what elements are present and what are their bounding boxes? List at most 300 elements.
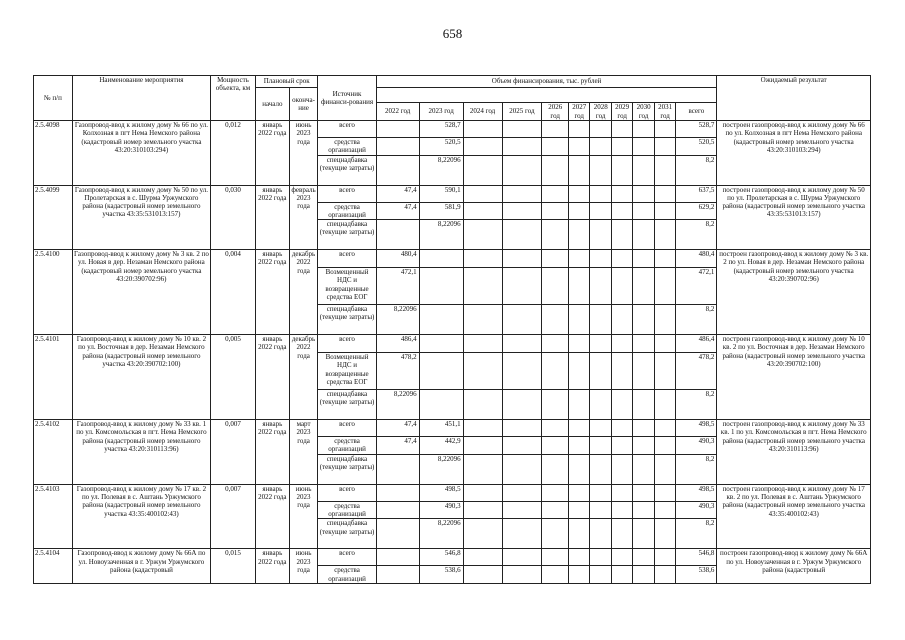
value-total: 480,4	[676, 250, 717, 268]
expected-result: построен газопровод-ввод к жилому дому № 3 кв. 2 по ул. Новая в дер. Незамаи Немского района (кадастровый номер земельного участка 43:20:390702:96)	[717, 250, 871, 335]
value-empty	[542, 268, 569, 305]
measure-name: Газопровод-ввод к жилому дому № 17 кв. 2 по ул. Полевая в с. Аштань Уржумского района (кадастровый номер земельного участка 43:35:400102:43)	[72, 484, 210, 549]
value-empty	[542, 155, 569, 185]
value-empty	[654, 390, 675, 420]
value-2023: 8,22096	[419, 155, 463, 185]
value-empty	[463, 250, 502, 268]
value-empty	[542, 335, 569, 353]
value-empty	[590, 566, 611, 584]
value-empty	[633, 519, 654, 549]
value-empty	[611, 155, 632, 185]
value-empty	[502, 353, 542, 390]
value-empty	[463, 268, 502, 305]
value-empty	[654, 121, 675, 138]
financing-table	[33, 75, 871, 584]
value-empty	[590, 138, 611, 156]
value-empty	[463, 121, 502, 138]
source-label: всего	[318, 335, 376, 353]
header-source: Источник финанси-рования	[318, 76, 376, 121]
table-row	[34, 420, 871, 437]
value-empty	[590, 155, 611, 185]
value-total: 629,2	[676, 202, 717, 220]
value-empty	[590, 185, 611, 202]
value-empty	[590, 549, 611, 566]
table-row	[34, 335, 871, 353]
value-empty	[542, 250, 569, 268]
value-2023: 546,8	[419, 549, 463, 566]
value-empty	[590, 420, 611, 437]
value-2022	[376, 220, 419, 250]
value-empty	[502, 454, 542, 484]
value-empty	[542, 202, 569, 220]
value-empty	[633, 566, 654, 584]
source-label: средства организаций	[318, 566, 376, 584]
value-empty	[654, 335, 675, 353]
value-2023	[419, 268, 463, 305]
value-2022: 8,22096	[376, 390, 419, 420]
header-num: № п/п	[34, 76, 73, 121]
header-term-start: начало	[255, 88, 289, 121]
source-label: Возмещенный НДС и возвращенные средства ЕОГ	[318, 353, 376, 390]
value-empty	[611, 353, 632, 390]
value-empty	[633, 268, 654, 305]
value-empty	[463, 454, 502, 484]
value-empty	[568, 437, 589, 455]
value-empty	[542, 420, 569, 437]
value-empty	[542, 305, 569, 335]
value-empty	[654, 549, 675, 566]
source-label: средства организаций	[318, 501, 376, 519]
value-empty	[590, 353, 611, 390]
term-end: июнь 2023 года	[289, 549, 318, 584]
value-empty	[590, 250, 611, 268]
value-2023: 520,5	[419, 138, 463, 156]
value-empty	[654, 353, 675, 390]
value-empty	[568, 185, 589, 202]
header-result: Ожидаемый результат	[717, 76, 871, 121]
value-empty	[502, 155, 542, 185]
value-empty	[463, 202, 502, 220]
value-2022	[376, 121, 419, 138]
header-term-end: оконча-ние	[289, 88, 318, 121]
value-empty	[463, 138, 502, 156]
value-empty	[611, 202, 632, 220]
header-capacity: Мощность объекта, км	[210, 76, 255, 121]
value-total: 8,2	[676, 519, 717, 549]
value-empty	[502, 121, 542, 138]
value-empty	[611, 220, 632, 250]
value-empty	[633, 437, 654, 455]
source-label: Возмещенный НДС и возвращенные средства ЕОГ	[318, 268, 376, 305]
term-end: декабрь 2022 года	[289, 250, 318, 335]
term-end: июнь 2023 года	[289, 121, 318, 186]
value-empty	[611, 549, 632, 566]
header-year: 2027 год	[568, 103, 589, 121]
value-2022: 47,4	[376, 202, 419, 220]
value-empty	[590, 501, 611, 519]
value-empty	[502, 484, 542, 501]
header-year: 2029 год	[611, 103, 632, 121]
value-2023: 498,5	[419, 484, 463, 501]
term-start: январь 2022 года	[255, 121, 289, 186]
value-total: 8,2	[676, 454, 717, 484]
value-empty	[590, 268, 611, 305]
value-empty	[542, 353, 569, 390]
value-2023	[419, 353, 463, 390]
header-name: Наименование мероприятия	[72, 76, 210, 121]
value-empty	[542, 519, 569, 549]
value-empty	[463, 353, 502, 390]
value-empty	[502, 390, 542, 420]
value-empty	[590, 335, 611, 353]
source-label: спецнадбавка (текущие затраты)	[318, 305, 376, 335]
term-start: январь 2022 года	[255, 549, 289, 584]
source-label: всего	[318, 549, 376, 566]
value-empty	[611, 138, 632, 156]
value-empty	[633, 250, 654, 268]
source-label: спецнадбавка (текущие затраты)	[318, 454, 376, 484]
capacity-value: 0,007	[210, 420, 255, 485]
value-empty	[463, 519, 502, 549]
value-empty	[590, 519, 611, 549]
capacity-value: 0,004	[210, 250, 255, 335]
source-label: спецнадбавка (текущие затраты)	[318, 155, 376, 185]
value-2023: 538,6	[419, 566, 463, 584]
value-2022	[376, 566, 419, 584]
value-2023: 8,22096	[419, 454, 463, 484]
header-volume: Объем финансирования, тыс. рублей	[376, 76, 717, 88]
value-empty	[611, 566, 632, 584]
value-total: 8,2	[676, 390, 717, 420]
value-2022	[376, 138, 419, 156]
value-empty	[502, 138, 542, 156]
value-empty	[611, 390, 632, 420]
value-2023: 590,1	[419, 185, 463, 202]
row-number: 2.5.4101	[34, 335, 73, 420]
row-number: 2.5.4100	[34, 250, 73, 335]
value-2022: 47,4	[376, 437, 419, 455]
value-empty	[502, 305, 542, 335]
value-empty	[654, 250, 675, 268]
table-row	[34, 121, 871, 138]
value-2022	[376, 484, 419, 501]
value-empty	[542, 437, 569, 455]
value-empty	[463, 335, 502, 353]
source-label: средства организаций	[318, 437, 376, 455]
table-row	[34, 185, 871, 202]
value-empty	[542, 549, 569, 566]
value-2022: 478,2	[376, 353, 419, 390]
header-year: 2030 год	[633, 103, 654, 121]
source-label: всего	[318, 420, 376, 437]
value-2022: 480,4	[376, 250, 419, 268]
value-2022	[376, 155, 419, 185]
value-empty	[654, 220, 675, 250]
value-total: 472,1	[676, 268, 717, 305]
value-2022: 8,22096	[376, 305, 419, 335]
value-2023	[419, 390, 463, 420]
value-total: 520,5	[676, 138, 717, 156]
row-number: 2.5.4102	[34, 420, 73, 485]
value-empty	[568, 250, 589, 268]
value-empty	[542, 484, 569, 501]
value-empty	[633, 484, 654, 501]
value-empty	[590, 305, 611, 335]
term-start: январь 2022 года	[255, 420, 289, 485]
value-empty	[611, 185, 632, 202]
value-empty	[611, 335, 632, 353]
value-2023	[419, 305, 463, 335]
value-empty	[568, 420, 589, 437]
value-2023: 490,3	[419, 501, 463, 519]
source-label: всего	[318, 250, 376, 268]
value-empty	[463, 484, 502, 501]
value-2022: 47,4	[376, 185, 419, 202]
value-empty	[568, 501, 589, 519]
value-2023: 8,22096	[419, 220, 463, 250]
value-total: 486,4	[676, 335, 717, 353]
value-empty	[568, 353, 589, 390]
capacity-value: 0,007	[210, 484, 255, 549]
value-empty	[633, 420, 654, 437]
expected-result: построен газопровод-ввод к жилому дому № 50 по ул. Пролетарская в с. Шурма Уржумского района (кадастровый номер земельного участка 43:35:531013:157)	[717, 185, 871, 250]
value-empty	[542, 566, 569, 584]
value-empty	[633, 305, 654, 335]
value-empty	[568, 220, 589, 250]
row-number: 2.5.4103	[34, 484, 73, 549]
value-empty	[590, 121, 611, 138]
term-end: февраль 2023 года	[289, 185, 318, 250]
value-total: 490,3	[676, 501, 717, 519]
value-total: 490,3	[676, 437, 717, 455]
header-year: 2031 год	[654, 103, 675, 121]
value-total: 8,2	[676, 220, 717, 250]
value-empty	[502, 250, 542, 268]
source-label: спецнадбавка (текущие затраты)	[318, 519, 376, 549]
value-empty	[654, 519, 675, 549]
value-empty	[502, 185, 542, 202]
row-number: 2.5.4104	[34, 549, 73, 584]
value-2022	[376, 549, 419, 566]
term-start: январь 2022 года	[255, 335, 289, 420]
value-empty	[611, 484, 632, 501]
value-empty	[568, 138, 589, 156]
value-empty	[502, 549, 542, 566]
value-empty	[463, 305, 502, 335]
term-start: январь 2022 года	[255, 250, 289, 335]
value-empty	[542, 390, 569, 420]
value-empty	[590, 484, 611, 501]
value-empty	[568, 519, 589, 549]
value-empty	[463, 501, 502, 519]
value-empty	[633, 501, 654, 519]
value-empty	[502, 202, 542, 220]
measure-name: Газопровод-ввод к жилому дому № 33 кв. 1 по ул. Комсомольская в пгт. Нема Немского района (кадастровый номер земельного участка 43:20:310113:96)	[72, 420, 210, 485]
measure-name: Газопровод-ввод к жилому дому № 3 кв. 2 по ул. Новая в дер. Незамаи Немского района (кадастровый номер земельного участка 43:20:390702:96)	[72, 250, 210, 335]
value-empty	[633, 390, 654, 420]
value-empty	[463, 390, 502, 420]
value-empty	[568, 121, 589, 138]
header-year: 2026 год	[542, 103, 569, 121]
capacity-value: 0,005	[210, 335, 255, 420]
source-label: всего	[318, 185, 376, 202]
value-2022: 472,1	[376, 268, 419, 305]
value-empty	[502, 335, 542, 353]
header-year: 2028 год	[590, 103, 611, 121]
value-empty	[590, 220, 611, 250]
value-empty	[611, 519, 632, 549]
value-empty	[611, 305, 632, 335]
measure-name: Газопровод-ввод к жилому дому № 66 по ул. Колхозная в пгт Нема Немского района (кадастровый номер земельного участка 43:20:310103:294)	[72, 121, 210, 186]
value-empty	[611, 121, 632, 138]
value-empty	[568, 484, 589, 501]
value-2023: 528,7	[419, 121, 463, 138]
term-end: декабрь 2022 года	[289, 335, 318, 420]
value-empty	[654, 437, 675, 455]
value-empty	[542, 454, 569, 484]
measure-name: Газопровод-ввод к жилому дому № 66А по ул. Новоузаченная в г. Уржум Уржумского района (кадастровый	[72, 549, 210, 584]
value-empty	[568, 268, 589, 305]
source-label: спецнадбавка (текущие затраты)	[318, 220, 376, 250]
value-empty	[590, 390, 611, 420]
source-label: средства организаций	[318, 202, 376, 220]
value-empty	[542, 138, 569, 156]
value-total: 8,2	[676, 155, 717, 185]
value-empty	[633, 335, 654, 353]
header-year: 2024 год	[463, 103, 502, 121]
value-empty	[654, 454, 675, 484]
value-empty	[654, 420, 675, 437]
value-empty	[633, 121, 654, 138]
value-empty	[654, 138, 675, 156]
measure-name: Газопровод-ввод к жилому дому № 50 по ул. Пролетарская в с. Шурма Уржумского района (кадастровый номер земельного участка 43:35:531013:157)	[72, 185, 210, 250]
value-2022: 47,4	[376, 420, 419, 437]
value-empty	[633, 220, 654, 250]
value-empty	[568, 566, 589, 584]
value-2022	[376, 454, 419, 484]
value-empty	[611, 420, 632, 437]
table-row	[34, 250, 871, 268]
value-2022	[376, 501, 419, 519]
value-empty	[542, 185, 569, 202]
header-total: всего	[676, 103, 717, 121]
header-term: Плановый срок	[255, 76, 317, 88]
value-empty	[542, 121, 569, 138]
value-empty	[654, 185, 675, 202]
value-empty	[633, 353, 654, 390]
value-empty	[611, 454, 632, 484]
value-empty	[463, 549, 502, 566]
value-empty	[568, 155, 589, 185]
expected-result: построен газопровод-ввод к жилому дому № 10 кв. 2 по ул. Восточная в дер. Незамаи Немского района (кадастровый номер земельного участка 43:20:390702:100)	[717, 335, 871, 420]
value-empty	[463, 155, 502, 185]
source-label: спецнадбавка (текущие затраты)	[318, 390, 376, 420]
value-total: 498,5	[676, 420, 717, 437]
header-year: 2022 год	[376, 103, 419, 121]
value-empty	[633, 185, 654, 202]
value-empty	[633, 202, 654, 220]
value-empty	[633, 454, 654, 484]
term-start: январь 2022 года	[255, 185, 289, 250]
header-year: 2023 год	[419, 103, 463, 121]
value-empty	[502, 220, 542, 250]
value-empty	[463, 185, 502, 202]
expected-result: построен газопровод-ввод к жилому дому № 66А по ул. Новоузаченная в г. Уржум Уржумского района (кадастровый	[717, 549, 871, 584]
expected-result: построен газопровод-ввод к жилому дому № 33 кв. 1 по ул. Комсомольская в пгт. Нема Немского района (кадастровый номер земельного участка 43:20:310113:96)	[717, 420, 871, 485]
value-empty	[463, 437, 502, 455]
capacity-value: 0,012	[210, 121, 255, 186]
capacity-value: 0,015	[210, 549, 255, 584]
value-empty	[568, 390, 589, 420]
value-total: 8,2	[676, 305, 717, 335]
header-year: 2025 год	[502, 103, 542, 121]
value-empty	[654, 305, 675, 335]
value-empty	[654, 268, 675, 305]
value-empty	[654, 202, 675, 220]
value-total: 637,5	[676, 185, 717, 202]
measure-name: Газопровод-ввод к жилому дому № 10 кв. 2 по ул. Восточная в дер. Незамаи Немского района (кадастровый номер земельного участка 43:20:390702:100)	[72, 335, 210, 420]
term-end: март 2023 года	[289, 420, 318, 485]
value-empty	[590, 202, 611, 220]
value-empty	[590, 437, 611, 455]
value-empty	[611, 501, 632, 519]
value-total: 478,2	[676, 353, 717, 390]
value-total: 498,5	[676, 484, 717, 501]
term-start: январь 2022 года	[255, 484, 289, 549]
row-number: 2.5.4099	[34, 185, 73, 250]
value-empty	[502, 501, 542, 519]
value-empty	[568, 305, 589, 335]
page-number: 658	[442, 26, 463, 41]
value-2023: 442,9	[419, 437, 463, 455]
value-empty	[502, 519, 542, 549]
value-empty	[633, 155, 654, 185]
table-header	[34, 76, 871, 121]
value-2023: 581,9	[419, 202, 463, 220]
value-empty	[654, 484, 675, 501]
value-empty	[542, 220, 569, 250]
value-2023	[419, 335, 463, 353]
value-empty	[654, 501, 675, 519]
value-2023: 451,1	[419, 420, 463, 437]
capacity-value: 0,030	[210, 185, 255, 250]
value-2023	[419, 250, 463, 268]
table-body	[34, 121, 871, 584]
value-total: 528,7	[676, 121, 717, 138]
value-empty	[502, 420, 542, 437]
value-empty	[502, 437, 542, 455]
value-empty	[654, 566, 675, 584]
value-2022	[376, 519, 419, 549]
value-empty	[542, 501, 569, 519]
value-empty	[590, 454, 611, 484]
value-2022: 486,4	[376, 335, 419, 353]
row-number: 2.5.4098	[34, 121, 73, 186]
source-label: всего	[318, 484, 376, 501]
value-empty	[463, 420, 502, 437]
table-row	[34, 549, 871, 566]
value-empty	[633, 138, 654, 156]
source-label: средства организаций	[318, 138, 376, 156]
term-end: июнь 2023 года	[289, 484, 318, 549]
value-empty	[568, 202, 589, 220]
value-empty	[633, 549, 654, 566]
value-empty	[611, 268, 632, 305]
value-empty	[654, 155, 675, 185]
value-empty	[611, 250, 632, 268]
value-2023: 8,22096	[419, 519, 463, 549]
source-label: всего	[318, 121, 376, 138]
